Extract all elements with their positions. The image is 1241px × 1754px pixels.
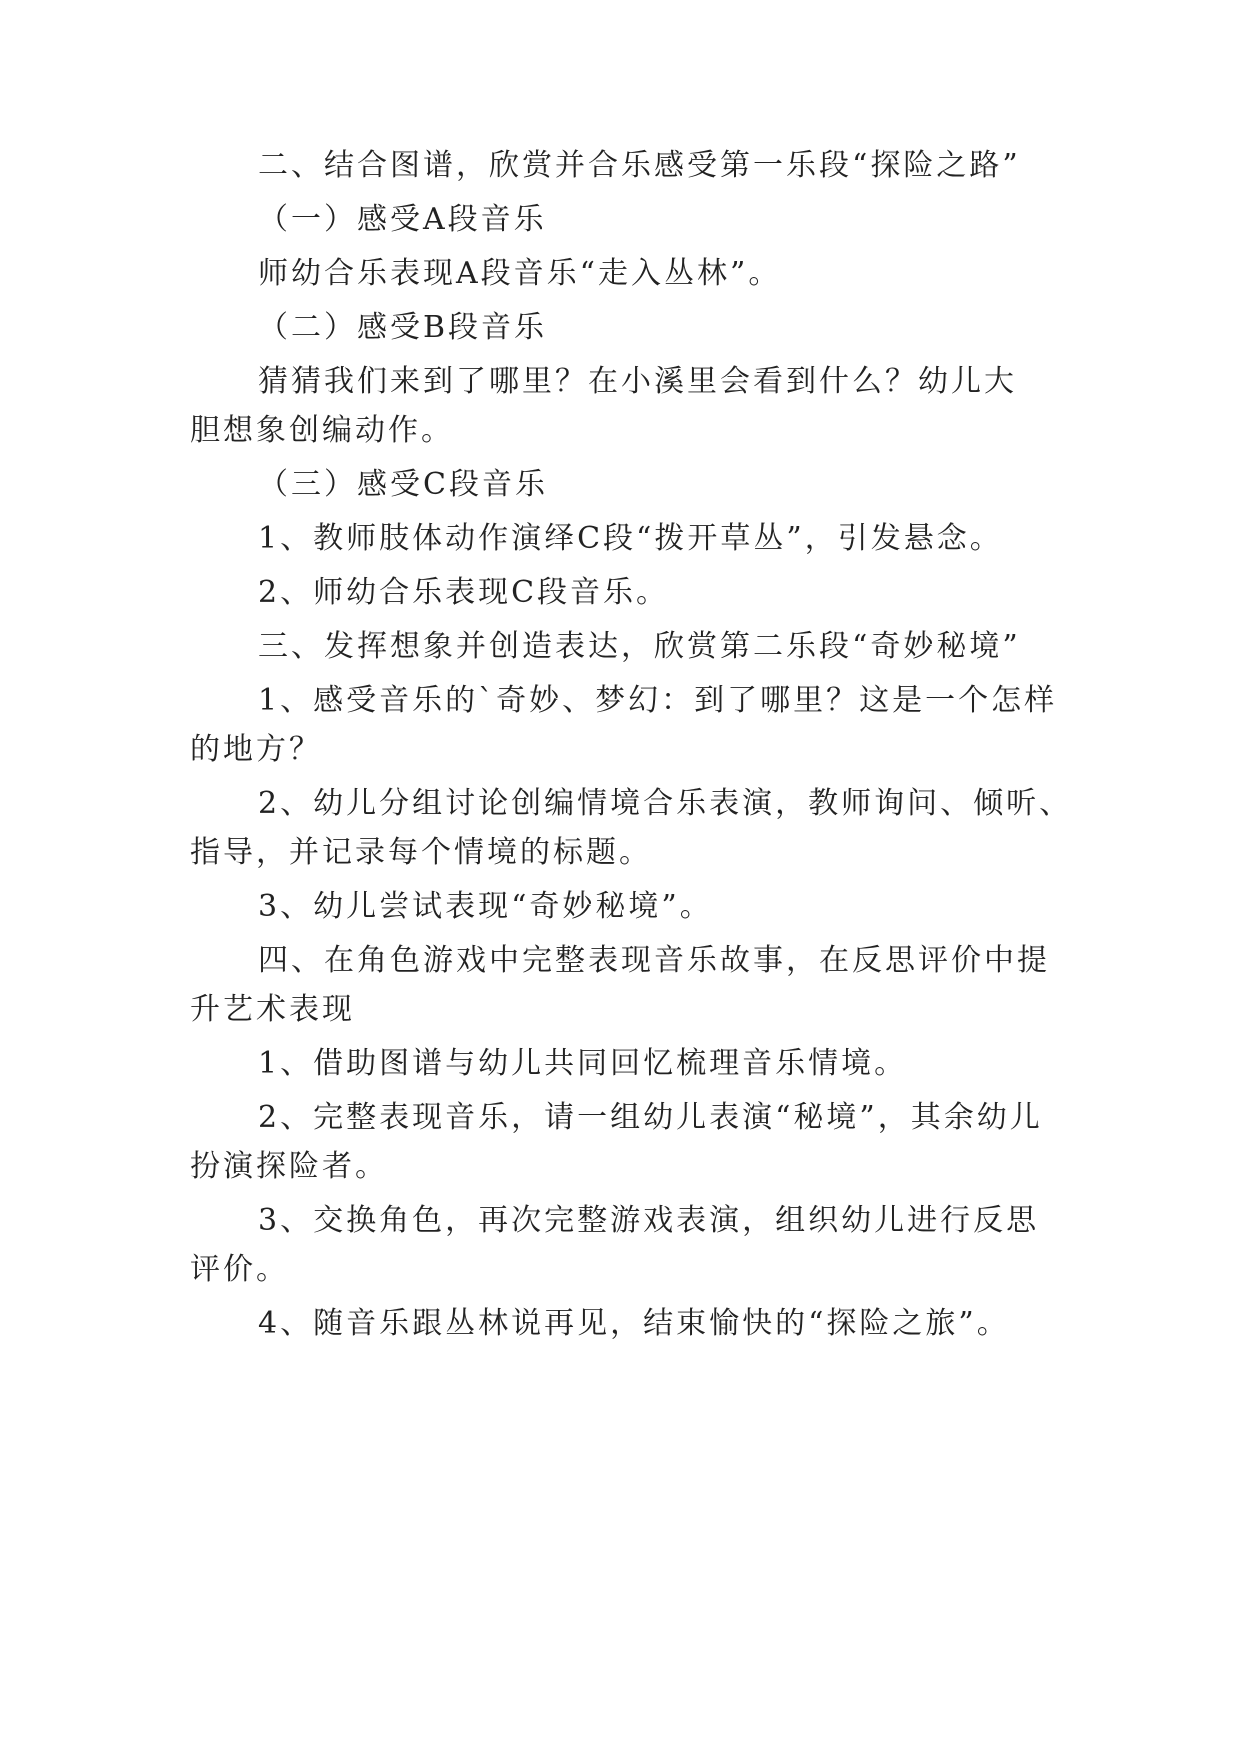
list-item-continued: 指导，并记录每个情境的标题。 (190, 835, 652, 870)
list-item-continued: 的地方？ (190, 732, 322, 767)
paragraph-line: 猜猜我们来到了哪里？在小溪里会看到什么？幼儿大 (258, 364, 1017, 399)
list-item: 4、随音乐跟丛林说再见，结束愉快的“探险之旅”。 (258, 1306, 1010, 1341)
paragraph-line: 胆想象创编动作。 (190, 413, 454, 448)
section-heading-4: 四、在角色游戏中完整表现音乐故事，在反思评价中提 (258, 943, 1050, 978)
list-item: 1、感受音乐的`奇妙、梦幻：到了哪里？这是一个怎样 (258, 683, 1058, 718)
list-item: 2、幼儿分组讨论创编情境合乐表演，教师询问、倾听、 (258, 786, 1073, 821)
subheading-b: （二）感受B段音乐 (258, 310, 548, 345)
subheading-c: （三）感受C段音乐 (258, 467, 548, 502)
list-item: 2、完整表现音乐，请一组幼儿表演“秘境”，其余幼儿 (258, 1100, 1043, 1135)
section-heading-2: 二、结合图谱，欣赏并合乐感受第一乐段“探险之路” (258, 148, 1021, 183)
list-item: 1、借助图谱与幼儿共同回忆梳理音乐情境。 (258, 1046, 908, 1081)
list-item: 3、交换角色，再次完整游戏表演，组织幼儿进行反思 (258, 1203, 1040, 1238)
list-item: 2、师幼合乐表现C段音乐。 (258, 575, 670, 610)
list-item: 3、幼儿尝试表现“奇妙秘境”。 (258, 889, 713, 924)
list-item: 1、教师肢体动作演绎C段“拨开草丛”，引发悬念。 (258, 521, 1003, 556)
section-heading-4-continued: 升艺术表现 (190, 992, 355, 1027)
paragraph-line: 师幼合乐表现A段音乐“走入丛林”。 (258, 256, 782, 291)
list-item-continued: 评价。 (190, 1252, 289, 1287)
list-item-continued: 扮演探险者。 (190, 1149, 388, 1184)
subheading-a: （一）感受A段音乐 (258, 202, 547, 237)
section-heading-3: 三、发挥想象并创造表达，欣赏第二乐段“奇妙秘境” (258, 629, 1021, 664)
